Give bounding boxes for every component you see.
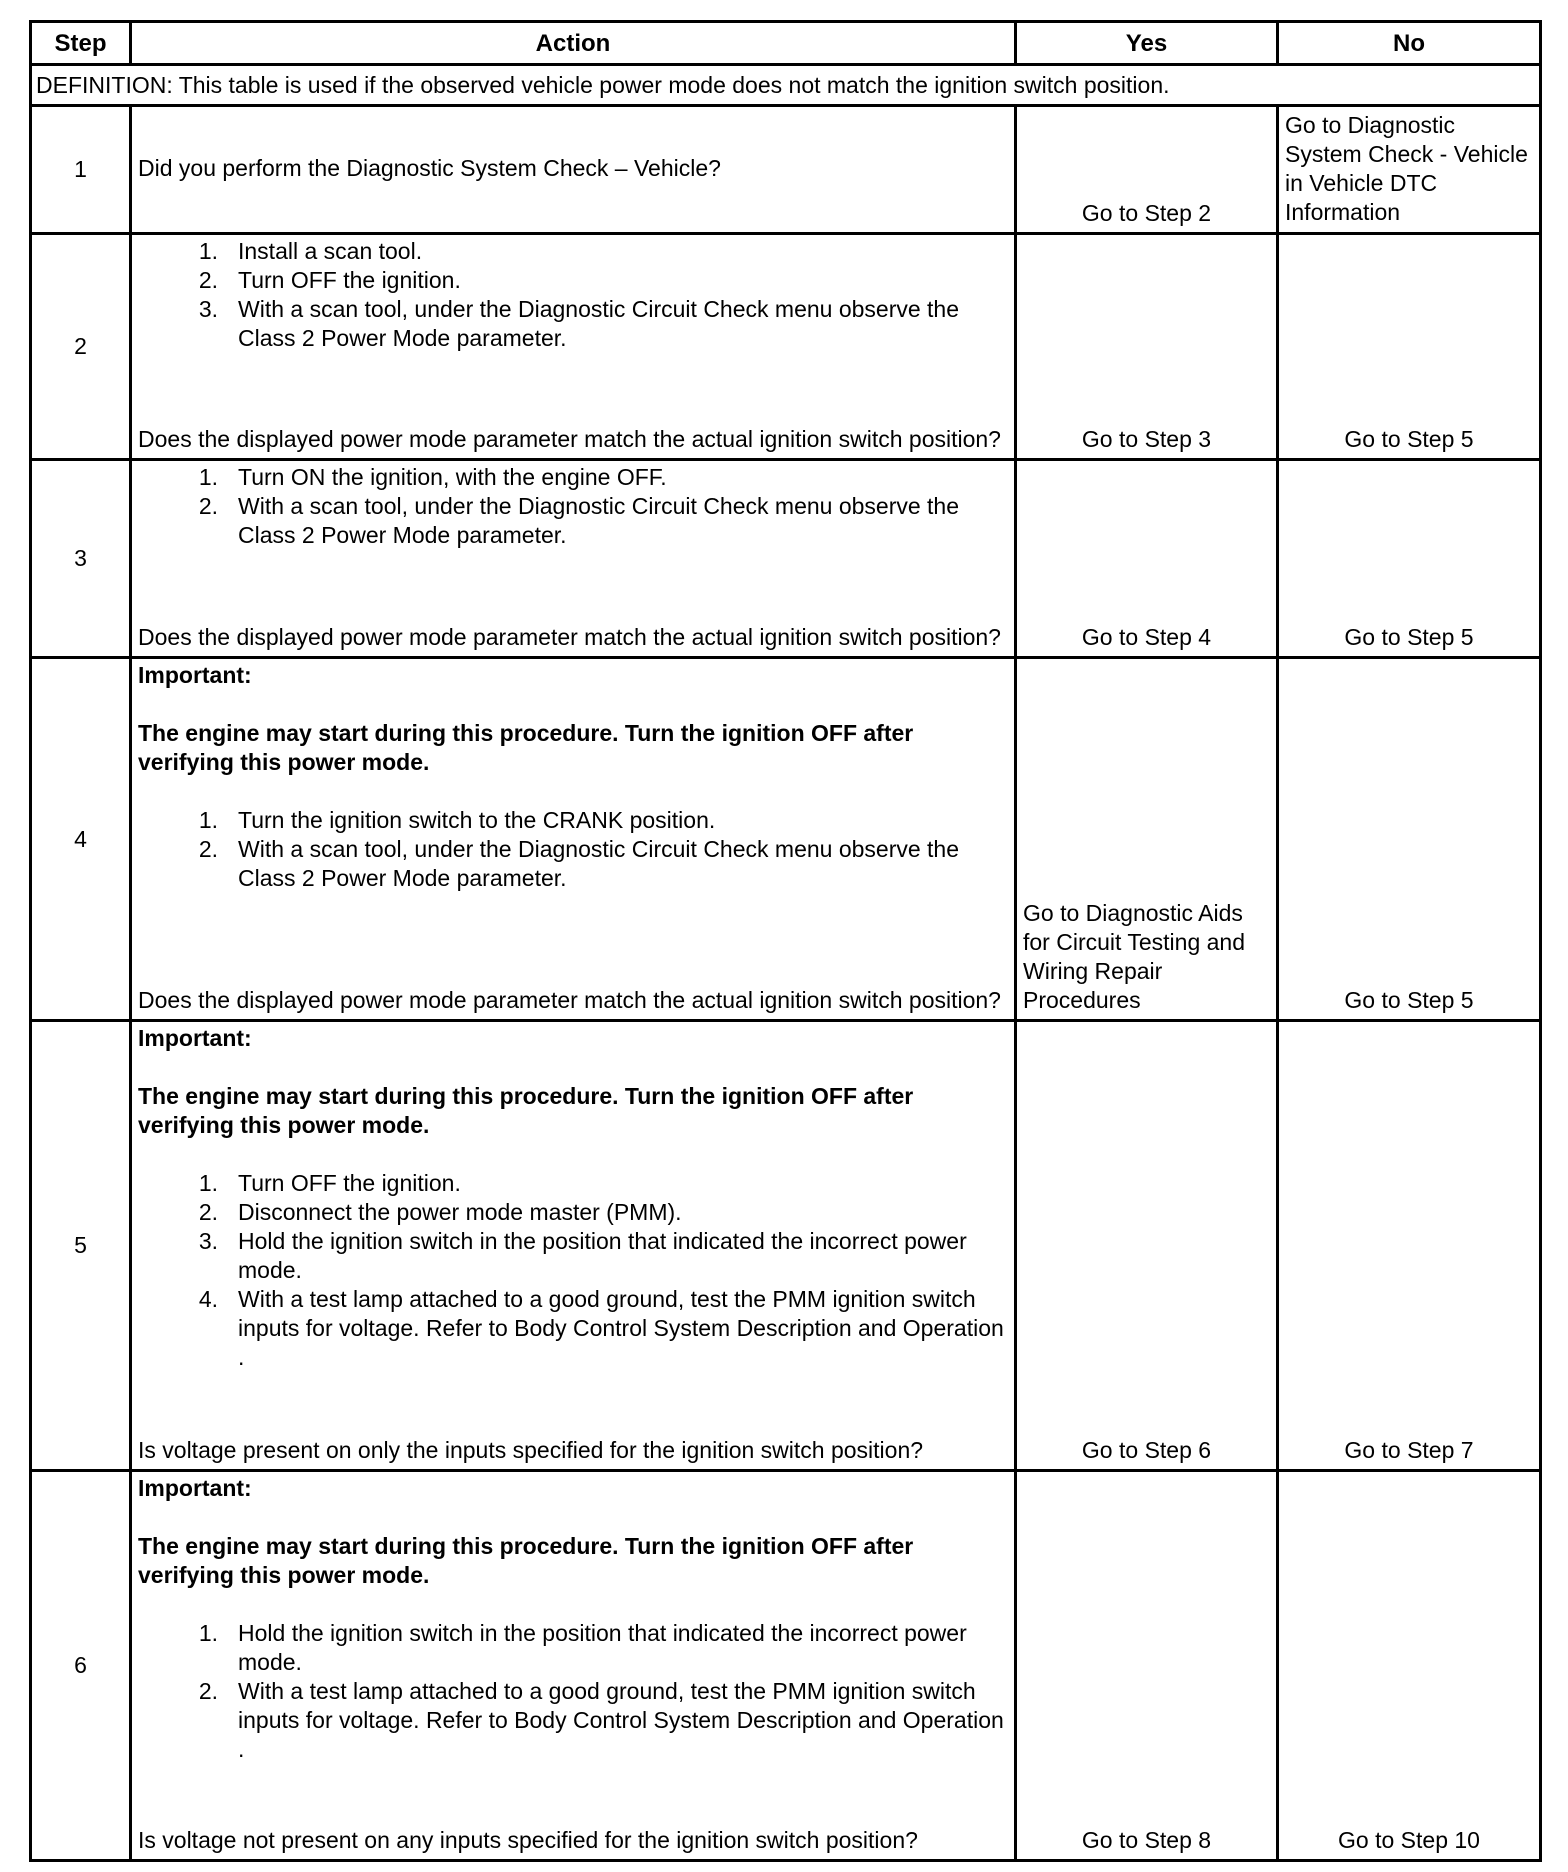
yes-link[interactable]: Go to Step 2 <box>1016 106 1278 234</box>
question-text: Is voltage not present on any inputs specified for the ignition switch position? <box>138 1827 918 1853</box>
header-no: No <box>1278 22 1541 65</box>
definition-text: DEFINITION: This table is used if the observed vehicle power mode does not match the ignition switch position. <box>31 65 1541 106</box>
question-text: Does the displayed power mode parameter match the actual ignition switch position? <box>138 987 1001 1013</box>
important-label: Important: <box>138 1025 252 1051</box>
table-row <box>31 658 1541 1021</box>
header-step: Step <box>31 22 131 65</box>
action-cell <box>131 460 1016 658</box>
header-yes: Yes <box>1016 22 1278 65</box>
yes-link[interactable]: Go to Step 3 <box>1016 234 1278 460</box>
instruction-list <box>138 806 1006 893</box>
list-item: 1. Turn the ignition switch to the CRANK position. <box>198 807 716 833</box>
action-cell <box>131 234 1016 460</box>
list-item: 3. With a scan tool, under the Diagnostic Circuit Check menu observe the Class 2 Power Mode parameter. <box>198 296 960 351</box>
table-row <box>31 1471 1541 1861</box>
yes-link[interactable]: Go to Step 6 <box>1016 1021 1278 1471</box>
important-label: Important: <box>138 1475 252 1501</box>
table-row <box>31 106 1541 234</box>
instruction-list <box>138 1619 1006 1764</box>
list-item: 2. With a scan tool, under the Diagnostic Circuit Check menu observe the Class 2 Power Mode parameter. <box>198 493 960 548</box>
question-text: Does the displayed power mode parameter match the actual ignition switch position? <box>138 426 1001 452</box>
instruction-list <box>138 1169 1006 1372</box>
yes-link[interactable]: Go to Diagnostic Aids for Circuit Testing and Wiring Repair Procedures <box>1016 658 1278 1021</box>
step-number: 2 <box>31 234 131 460</box>
step-number: 5 <box>31 1021 131 1471</box>
action-cell <box>131 1471 1016 1861</box>
list-item: 1. Install a scan tool. <box>198 238 423 264</box>
question-text: Did you perform the Diagnostic System Check – Vehicle? <box>138 155 721 181</box>
table-row <box>31 460 1541 658</box>
no-link[interactable]: Go to Step 5 <box>1278 234 1541 460</box>
no-link[interactable]: Go to Step 5 <box>1278 658 1541 1021</box>
list-item: 2. With a scan tool, under the Diagnostic Circuit Check menu observe the Class 2 Power Mode parameter. <box>198 836 960 891</box>
list-item: 3. Hold the ignition switch in the position that indicated the incorrect power mode. <box>198 1228 967 1283</box>
table-row <box>31 234 1541 460</box>
diagnostic-table-page <box>29 20 1539 1854</box>
instruction-list <box>138 463 1006 550</box>
step-number: 4 <box>31 658 131 1021</box>
list-item: 2. With a test lamp attached to a good ground, test the PMM ignition switch inputs for voltage. Refer to Body Control System Description and Operation . <box>198 1678 1004 1762</box>
list-item: 1. Turn OFF the ignition. <box>198 1170 461 1196</box>
yes-link[interactable]: Go to Step 8 <box>1016 1471 1278 1861</box>
no-link[interactable]: Go to Step 10 <box>1278 1471 1541 1861</box>
important-warning: The engine may start during this procedure. Turn the ignition OFF after verifying this power mode. <box>138 1083 914 1138</box>
list-item: 1. Turn ON the ignition, with the engine OFF. <box>198 464 667 490</box>
header-row <box>31 22 1541 65</box>
definition-row <box>31 65 1541 106</box>
action-cell <box>131 1021 1016 1471</box>
instruction-list <box>138 237 1006 353</box>
list-item: 1. Hold the ignition switch in the position that indicated the incorrect power mode. <box>198 1620 967 1675</box>
no-link[interactable]: Go to Step 5 <box>1278 460 1541 658</box>
action-cell <box>131 658 1016 1021</box>
no-link[interactable]: Go to Diagnostic System Check - Vehicle in Vehicle DTC Information <box>1278 106 1541 234</box>
no-link[interactable]: Go to Step 7 <box>1278 1021 1541 1471</box>
step-number: 1 <box>31 106 131 234</box>
diagnostic-table <box>29 20 1542 1862</box>
yes-link[interactable]: Go to Step 4 <box>1016 460 1278 658</box>
question-text: Does the displayed power mode parameter match the actual ignition switch position? <box>138 624 1001 650</box>
list-item: 2. Disconnect the power mode master (PMM). <box>198 1199 682 1225</box>
header-action: Action <box>131 22 1016 65</box>
action-cell <box>131 106 1016 234</box>
important-label: Important: <box>138 662 252 688</box>
important-warning: The engine may start during this procedure. Turn the ignition OFF after verifying this power mode. <box>138 1533 914 1588</box>
table-row <box>31 1021 1541 1471</box>
list-item: 4. With a test lamp attached to a good ground, test the PMM ignition switch inputs for voltage. Refer to Body Control System Description and Operation . <box>198 1286 1004 1370</box>
important-warning: The engine may start during this procedure. Turn the ignition OFF after verifying this power mode. <box>138 720 914 775</box>
list-item: 2. Turn OFF the ignition. <box>198 267 461 293</box>
question-text: Is voltage present on only the inputs specified for the ignition switch position? <box>138 1437 924 1463</box>
step-number: 3 <box>31 460 131 658</box>
step-number: 6 <box>31 1471 131 1861</box>
